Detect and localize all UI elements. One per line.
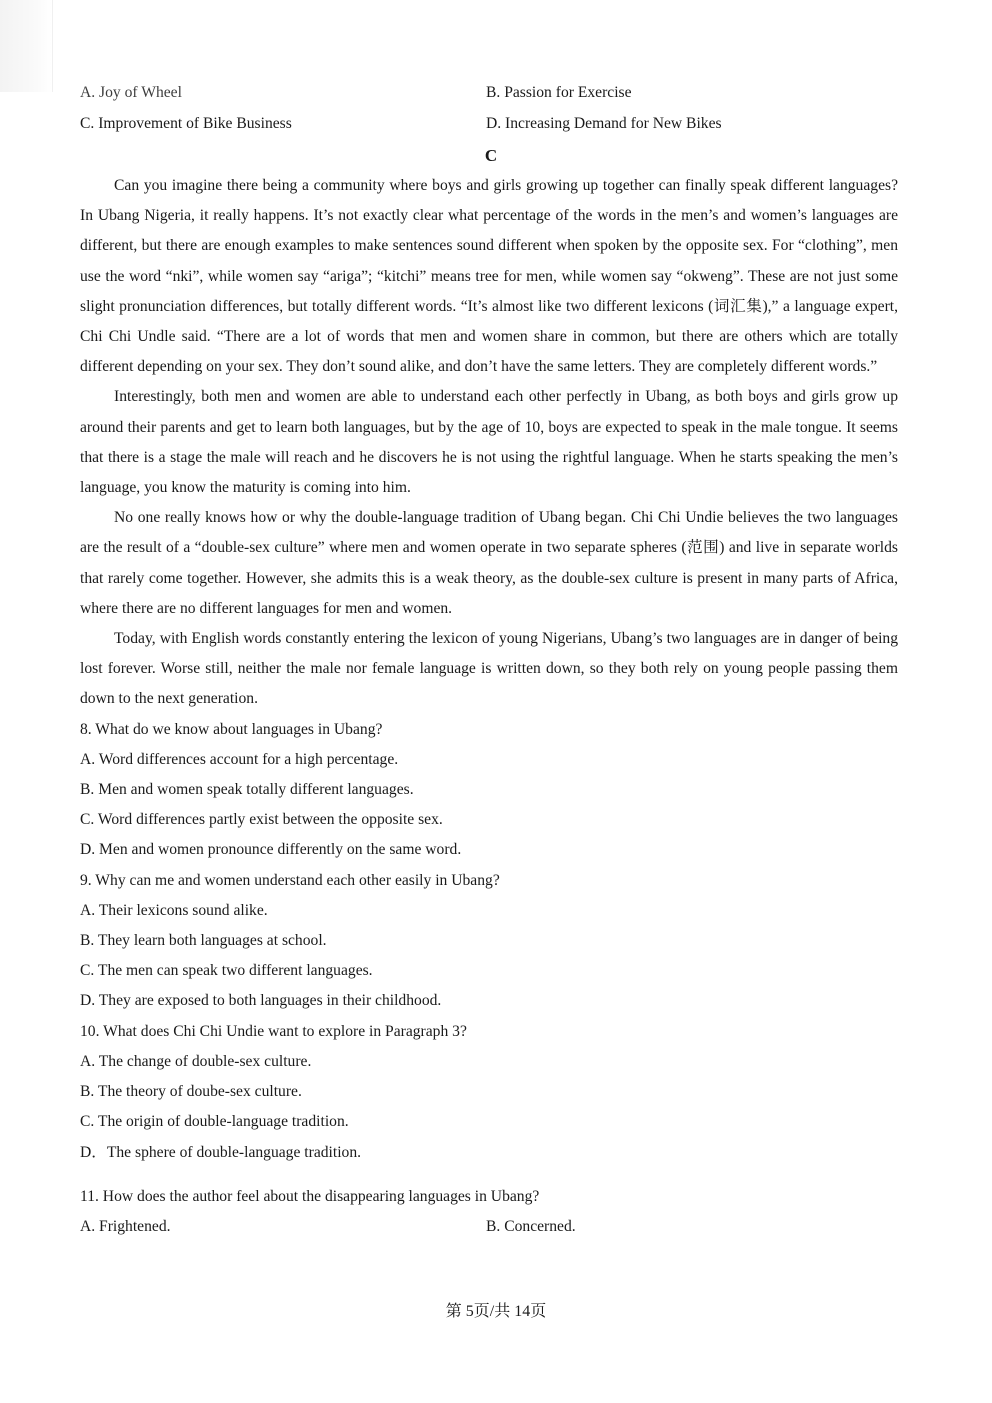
spacer	[80, 1168, 898, 1182]
answer-option: B. Concerned.	[486, 1217, 576, 1235]
option-b: B. Passion for Exercise	[486, 84, 632, 101]
page-content	[80, 78, 898, 1243]
question-stem: 11. How does the author feel about the disappearing languages in Ubang?	[80, 1187, 540, 1205]
question-10	[80, 1017, 898, 1168]
answer-option: C. The origin of double-language tradition.	[80, 1113, 349, 1131]
answer-option: B. The theory of doube-sex culture.	[80, 1083, 302, 1101]
option-a: A. Joy of Wheel	[80, 84, 182, 101]
options-row	[80, 1212, 898, 1243]
answer-option: B. They learn both languages at school.	[80, 932, 327, 950]
question-8	[80, 715, 898, 866]
option-d: D. Increasing Demand for New Bikes	[486, 115, 722, 132]
question-11	[80, 1182, 898, 1243]
passage-paragraph-2: Interestingly, both men and women are able to understand each other perfectly in Ubang, as both boys and girls grow up around their parents and get to learn both languages, but by the age of 10, boys are expected to speak in the male tongue. It seems that there is a stage the male will reach and he discovers he is not using the rightful language. When he starts speaking the men’s language, you know the maturity is coming into him.	[80, 388, 898, 497]
passage-paragraph-1: Can you imagine there being a community where boys and girls growing up together can finally speak different languages? In Ubang Nigeria, it really happens. It’s not exactly clear what percentage of the words in the men’s and women’s languages are different, but there are enough examples to make sentences sound different when spoken by the opposite sex. For “clothing”, men use the word “nki”, while women say “ariga”; “kitchi” means tree for men, while women say “okweng”. These are not just some slight pronunciation differences, but totally different words. “It’s almost like two different lexicons (词汇集),” a language expert, Chi Chi Undle said. “There are a lot of words that men and women share in common, but there are others which are totally different depending on your sex. They don’t sound alike, and don’t have the same letters. They are completely different words.”	[80, 177, 898, 376]
answer-option: D. They are exposed to both languages in their childhood.	[80, 992, 442, 1010]
answer-option: A. Word differences account for a high percentage.	[80, 750, 399, 768]
options-row-cd	[80, 109, 898, 140]
scan-shadow	[0, 0, 53, 92]
answer-option: A. Their lexicons sound alike.	[80, 901, 268, 919]
question-stem: 10. What does Chi Chi Undie want to explore in Paragraph 3?	[80, 1022, 467, 1040]
answer-option: A. The change of double-sex culture.	[80, 1052, 312, 1070]
question-stem: 9. Why can me and women understand each other easily in Ubang?	[80, 871, 500, 889]
passage-paragraph-3: No one really knows how or why the double-language tradition of Ubang began. Chi Chi Undie believes the two languages are the result of a “double-sex culture” where men and women operate in two separate spheres (范围) and live in separate worlds that rarely come together. However, she admits this is a weak theory, as the double-sex culture is present in many parts of Africa, where there are no different languages for men and women.	[80, 509, 898, 617]
page-number-footer: 第 5页/共 14页	[445, 1303, 547, 1320]
section-heading: C	[484, 146, 498, 165]
answer-option: D．The sphere of double-language tradition.	[80, 1143, 362, 1161]
answer-option: B. Men and women speak totally different languages.	[80, 781, 414, 799]
question-stem: 8. What do we know about languages in Ubang?	[80, 720, 383, 738]
answer-option: A. Frightened.	[80, 1217, 171, 1235]
answer-option: C. Word differences partly exist between the opposite sex.	[80, 811, 443, 829]
options-row-ab	[80, 78, 898, 109]
answer-option: C. The men can speak two different languages.	[80, 962, 373, 980]
answer-option: D. Men and women pronounce differently on the same word.	[80, 841, 462, 859]
question-9	[80, 866, 898, 1017]
option-c: C. Improvement of Bike Business	[80, 115, 292, 132]
passage-paragraph-4: Today, with English words constantly entering the lexicon of young Nigerians, Ubang’s two languages are in danger of being lost forever. Worse still, neither the male nor female language is written down, so they both rely on young people passing them down to the next generation.	[80, 630, 898, 708]
